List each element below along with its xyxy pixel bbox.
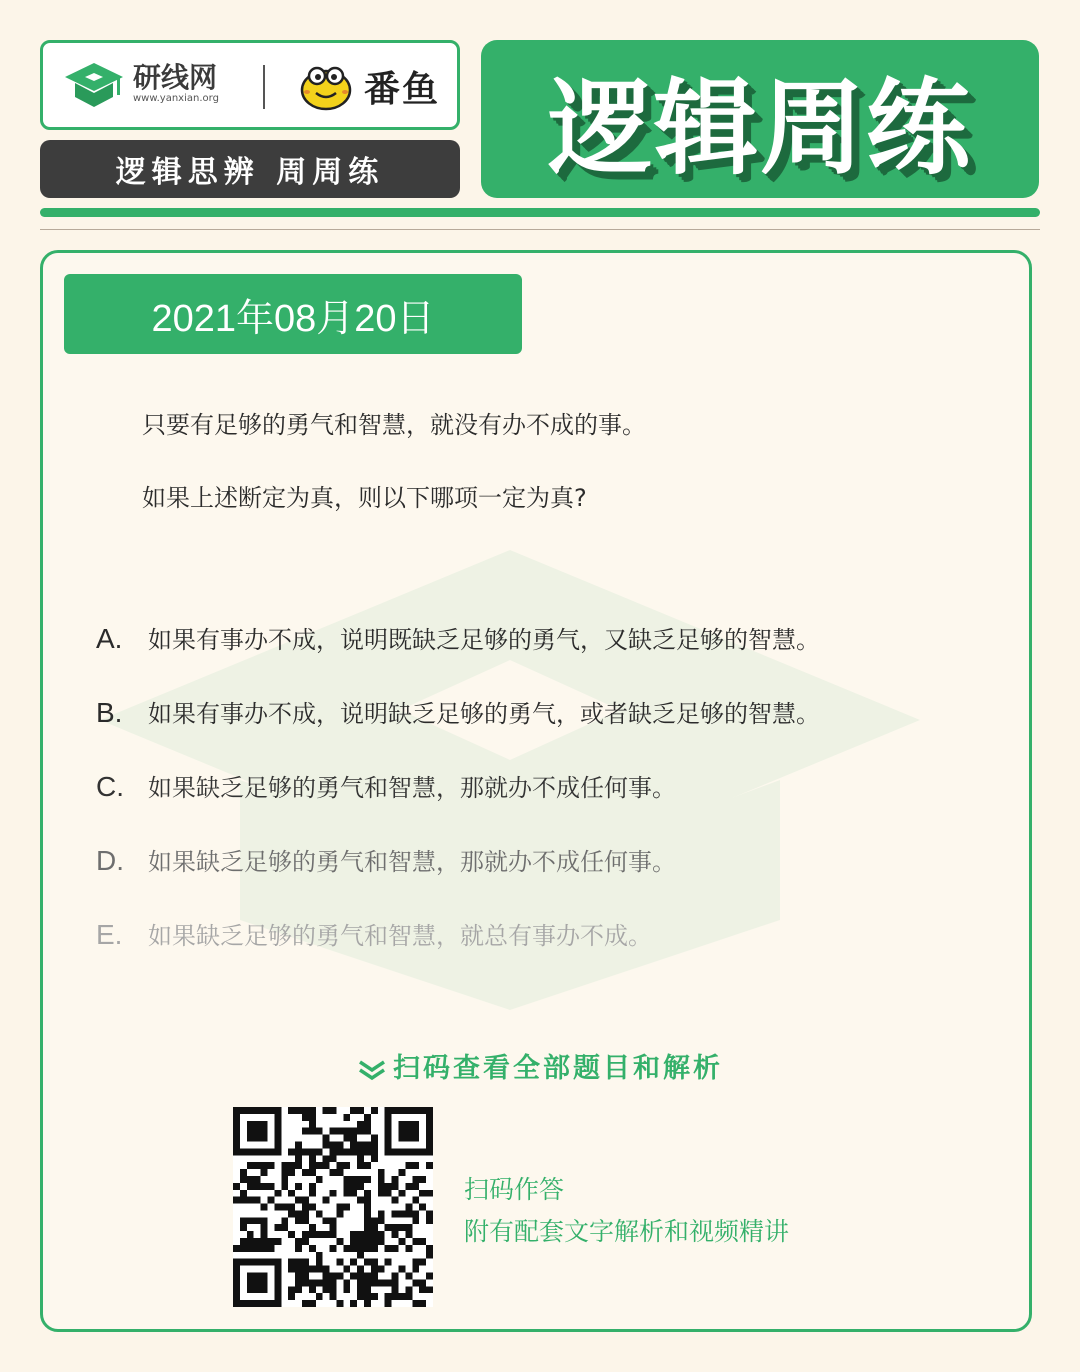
option-a — [96, 620, 820, 655]
option-letter: C. — [96, 771, 124, 802]
title-banner — [481, 40, 1039, 198]
brand2-name: 番鱼 — [364, 68, 441, 110]
date-tab: 2021年08月20日 — [64, 274, 522, 354]
option-b — [96, 694, 820, 729]
logo-divider — [263, 65, 265, 109]
fanyu-logo — [298, 61, 440, 112]
slogan-banner: 逻辑思辨 周周练 — [40, 140, 460, 198]
logo-box — [40, 40, 460, 130]
option-letter: A. — [96, 623, 123, 654]
brand1-name: 研线网 — [133, 61, 218, 94]
option-c — [96, 768, 676, 803]
option-text: 如果缺乏足够的勇气和智慧，那就办不成任何事。 — [148, 774, 676, 802]
header-green-rule — [40, 208, 1040, 217]
option-letter: E. — [96, 919, 123, 950]
header-thin-rule — [40, 229, 1040, 230]
fish-mascot-icon — [298, 62, 354, 112]
option-letter: B. — [96, 697, 123, 728]
scan-answer-text: 扫码作答 — [464, 1175, 565, 1204]
option-e — [96, 916, 652, 951]
graduation-cap-logo-icon — [63, 59, 125, 109]
qr-code[interactable] — [233, 1107, 433, 1307]
option-text: 如果缺乏足够的勇气和智慧，就总有事办不成。 — [148, 922, 652, 950]
option-text: 如果有事办不成，说明既缺乏足够的勇气，又缺乏足够的智慧。 — [148, 626, 820, 654]
yanxian-logo — [63, 59, 219, 109]
chevron-down-double-icon — [357, 1058, 387, 1082]
option-d — [96, 842, 676, 877]
question-stem: 只要有足够的勇气和智慧，就没有办不成的事。 — [142, 411, 646, 439]
option-text: 如果缺乏足够的勇气和智慧，那就办不成任何事。 — [148, 848, 676, 876]
page-title: 逻辑周练 — [547, 66, 972, 189]
option-text: 如果有事办不成，说明缺乏足够的勇气，或者缺乏足够的智慧。 — [148, 700, 820, 728]
option-letter: D. — [96, 845, 124, 876]
scan-heading — [0, 1046, 1080, 1085]
scan-heading-text: 扫码查看全部题目和解析 — [393, 1053, 723, 1084]
scan-detail-text: 附有配套文字解析和视频精讲 — [464, 1217, 790, 1246]
question-prompt: 如果上述断定为真，则以下哪项一定为真? — [142, 484, 587, 512]
brand1-url: www.yanxian.org — [133, 93, 219, 104]
